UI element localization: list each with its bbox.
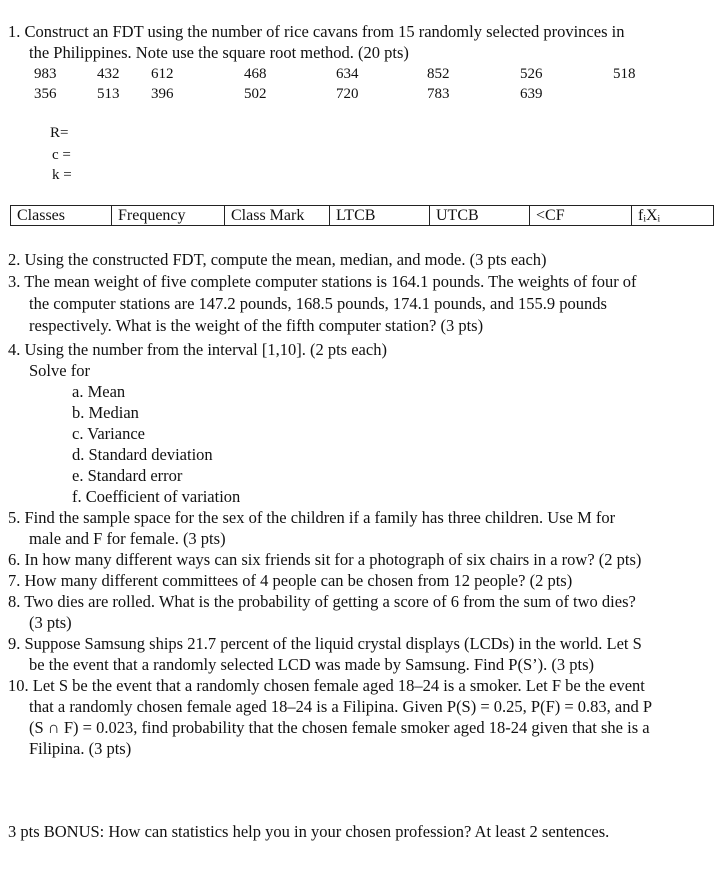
q8-line1: 8. Two dies are rolled. What is the probability of getting a score of 6 from the sum of two dies?: [8, 592, 636, 611]
bonus-question: 3 pts BONUS: How can statistics help you in your chosen profession? At least 2 sentences.: [8, 822, 610, 841]
q7-text: 7. How many different committees of 4 people can be chosen from 12 people? (2 pts): [8, 571, 573, 590]
q4-item-coefficient-of-variation: f. Coefficient of variation: [72, 487, 241, 506]
range-label: R=: [50, 125, 69, 141]
data-value: 634: [336, 66, 359, 82]
q9-line2: be the event that a randomly selected LCD was made by Samsung. Find P(S’). (3 pts): [29, 655, 595, 674]
data-value: 396: [151, 86, 174, 102]
data-value: 612: [151, 66, 174, 82]
q6-text: 6. In how many different ways can six friends sit for a photograph of six chairs in a row? (2 pts): [8, 550, 642, 569]
q8-line2: (3 pts): [29, 613, 72, 632]
data-value: 502: [244, 86, 267, 102]
q4-line1: 4. Using the number from the interval [1,10]. (2 pts each): [8, 340, 387, 359]
data-value: 526: [520, 66, 543, 82]
q3-line2: the computer stations are 147.2 pounds, 168.5 pounds, 174.1 pounds, and 155.9 pounds: [29, 294, 607, 313]
data-value: 432: [97, 66, 120, 82]
class-width-label: c =: [52, 147, 71, 163]
q4-item-median: b. Median: [72, 403, 139, 422]
fdt-header-table: [10, 205, 714, 226]
data-value: 720: [336, 86, 359, 102]
q10-line4: Filipina. (3 pts): [29, 739, 132, 758]
q4-item-mean: a. Mean: [72, 382, 126, 401]
q9-line1: 9. Suppose Samsung ships 21.7 percent of the liquid crystal displays (LCDs) in the world. Let S: [8, 634, 642, 653]
data-value: 639: [520, 86, 543, 102]
data-value: 783: [427, 86, 450, 102]
header-class-mark: Class Mark: [225, 206, 330, 225]
header-ltcb: LTCB: [330, 206, 430, 225]
data-value: 513: [97, 86, 120, 102]
q1-line2: the Philippines. Note use the square root method. (20 pts): [29, 43, 409, 62]
number-of-classes-label: k =: [52, 167, 72, 183]
q10-line3: (S ∩ F) = 0.023, find probability that the chosen female smoker aged 18-24 given that she is a: [29, 718, 650, 737]
q10-line2: that a randomly chosen female aged 18–24 is a Filipina. Given P(S) = 0.25, P(F) = 0.83, and P: [29, 697, 653, 716]
data-value: 468: [244, 66, 267, 82]
data-value: 518: [613, 66, 636, 82]
q5-line1: 5. Find the sample space for the sex of the children if a family has three children. Use M for: [8, 508, 616, 527]
q5-line2: male and F for female. (3 pts): [29, 529, 226, 548]
q4-item-variance: c. Variance: [72, 424, 145, 443]
data-value: 356: [34, 86, 57, 102]
header-fixi: fᵢXᵢ: [638, 207, 661, 224]
header-utcb: UTCB: [430, 206, 530, 225]
data-value: 852: [427, 66, 450, 82]
q2-text: 2. Using the constructed FDT, compute the mean, median, and mode. (3 pts each): [8, 250, 547, 269]
data-value: 983: [34, 66, 57, 82]
q3-line1: 3. The mean weight of five complete computer stations is 164.1 pounds. The weights of four of: [8, 272, 637, 291]
header-less-than-cf: <CF: [530, 206, 632, 225]
q1-line1: 1. Construct an FDT using the number of rice cavans from 15 randomly selected provinces in: [8, 22, 625, 41]
q4-solve-for: Solve for: [29, 361, 90, 380]
q4-item-standard-error: e. Standard error: [72, 466, 183, 485]
q4-item-standard-deviation: d. Standard deviation: [72, 445, 213, 464]
header-classes: Classes: [11, 206, 112, 225]
header-frequency: Frequency: [112, 206, 225, 225]
q10-line1: 10. Let S be the event that a randomly chosen female aged 18–24 is a smoker. Let F be the event: [8, 676, 645, 695]
q3-line3: respectively. What is the weight of the fifth computer station? (3 pts): [29, 316, 484, 335]
